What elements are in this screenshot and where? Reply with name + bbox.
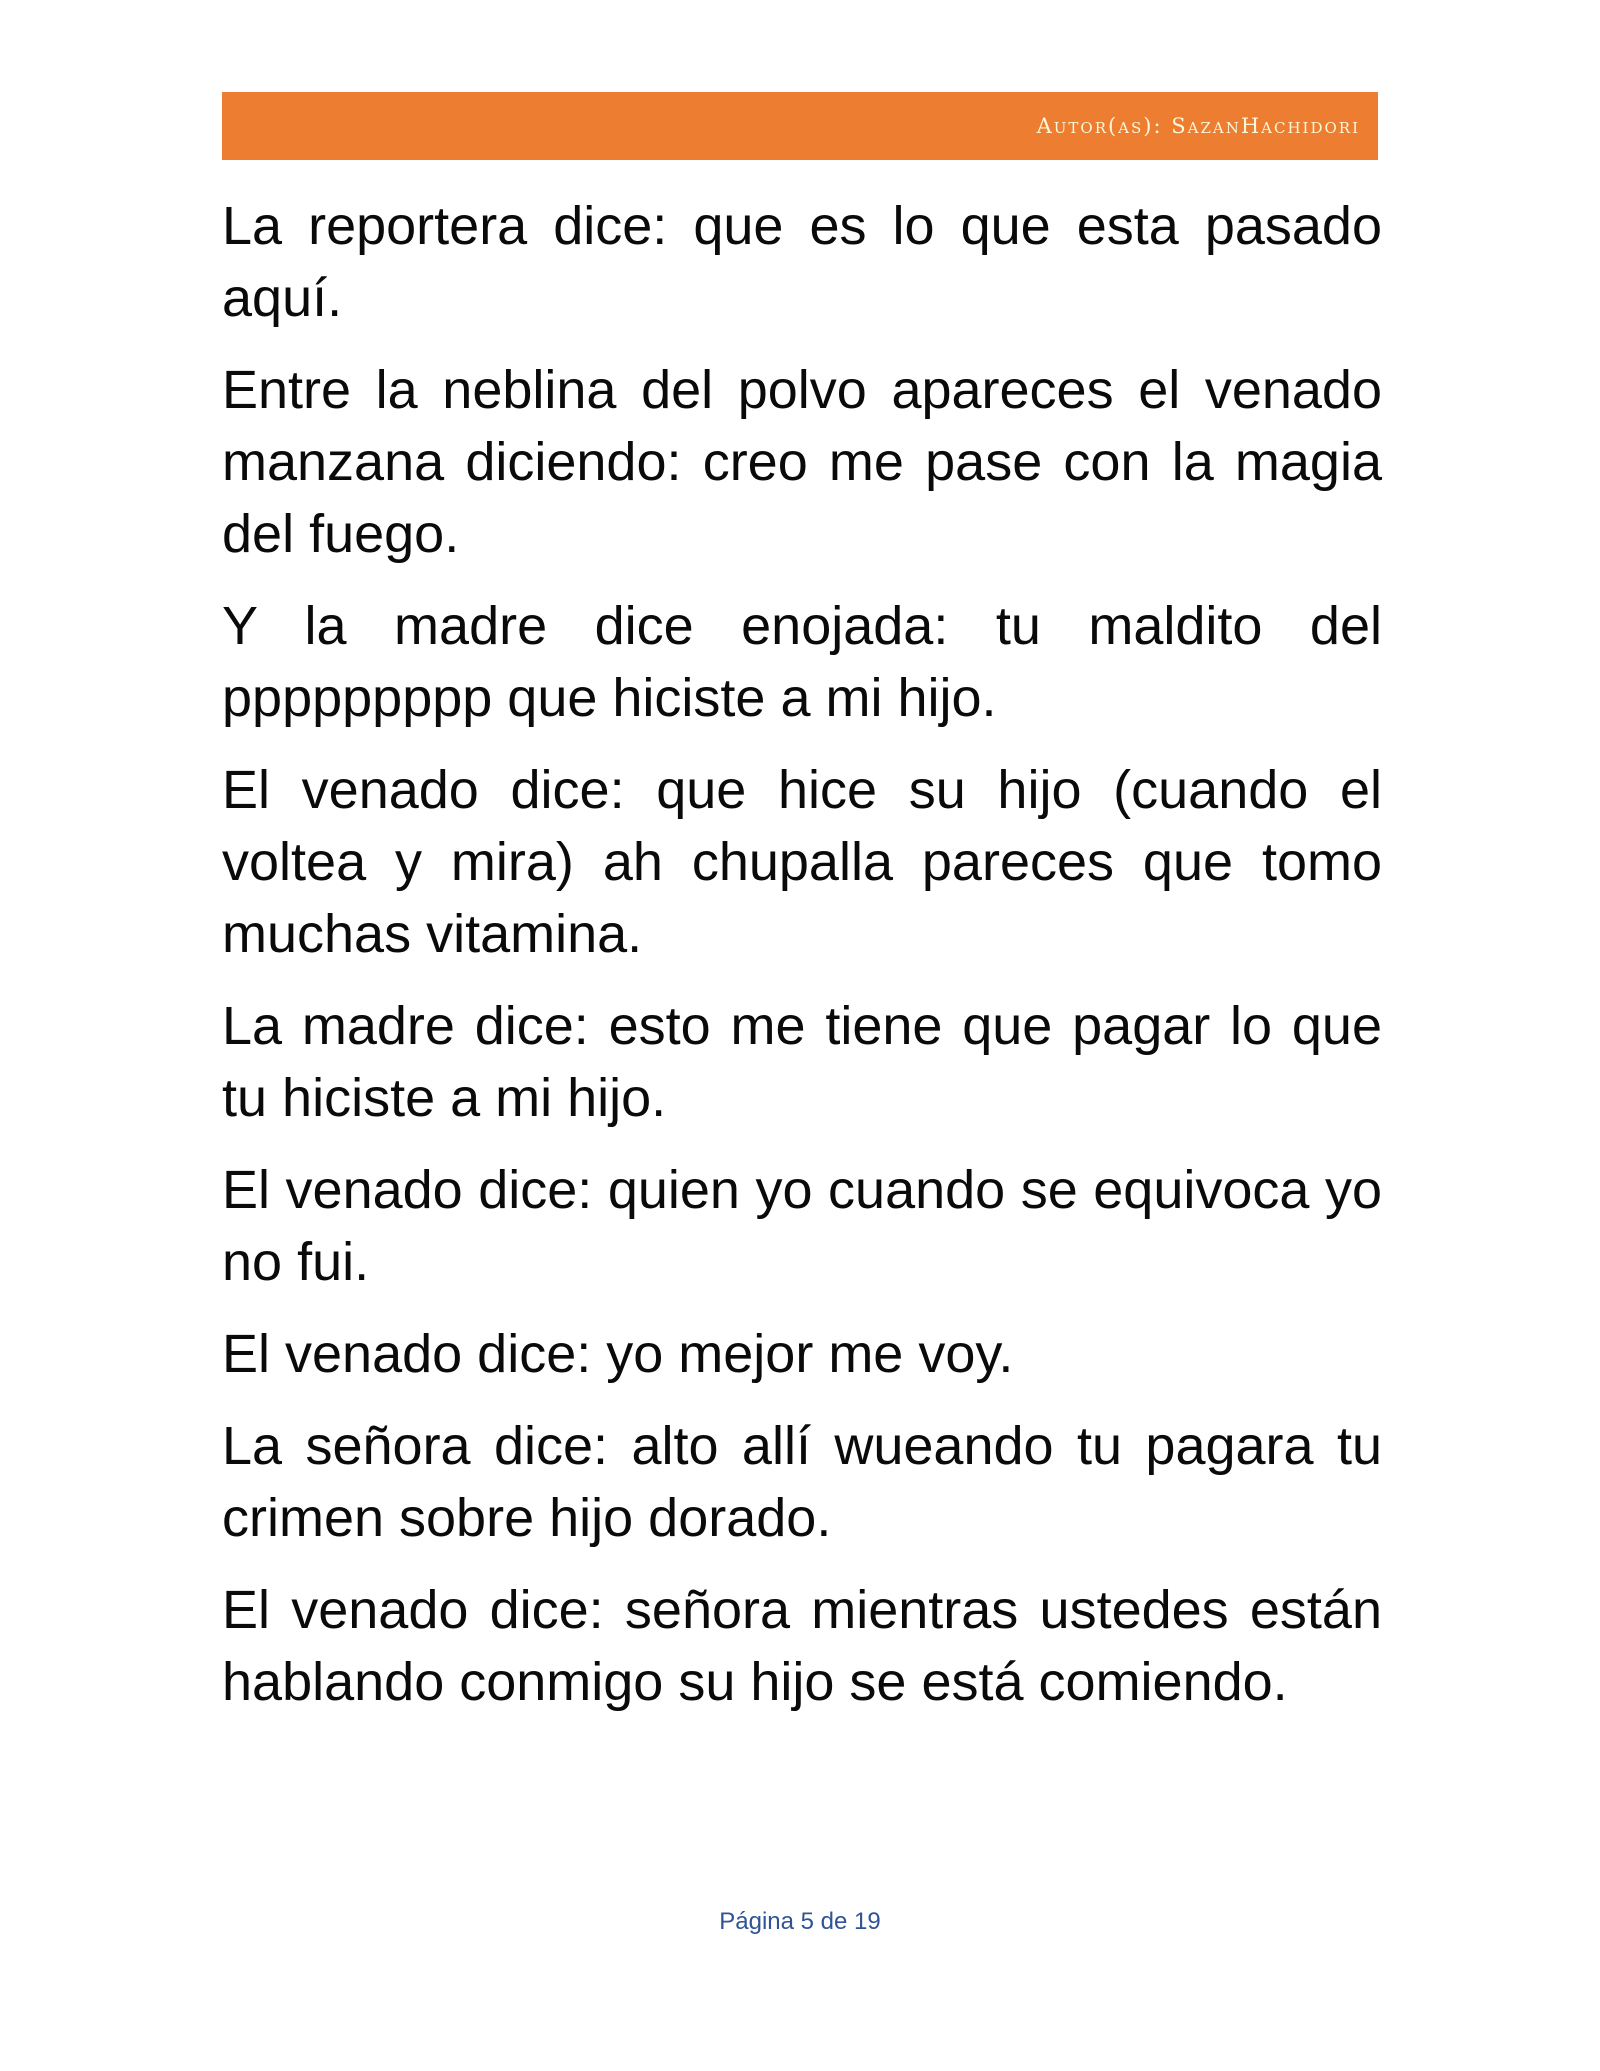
paragraph: La señora dice: alto allí wueando tu pagara tu crimen sobre hijo dorado. xyxy=(222,1416,1382,1548)
paragraph: El venado dice: señora mientras ustedes están hablando conmigo su hijo se está comiendo. xyxy=(222,1580,1382,1712)
document-body xyxy=(222,190,1382,1738)
paragraph: El venado dice: que hice su hijo (cuando el voltea y mira) ah chupalla pareces que tomo muchas vitamina. xyxy=(222,760,1382,964)
paragraph: El venado dice: yo mejor me voy. xyxy=(222,1324,1014,1384)
author-header: Autor(as): SazanHachidori xyxy=(1036,113,1360,138)
paragraph: Entre la neblina del polvo apareces el venado manzana diciendo: creo me pase con la magia del fuego. xyxy=(222,360,1382,564)
paragraph: Y la madre dice enojada: tu maldito del ppppppppp que hiciste a mi hijo. xyxy=(222,596,1382,728)
paragraph: La madre dice: esto me tiene que pagar lo que tu hiciste a mi hijo. xyxy=(222,996,1382,1128)
page-number: Página 5 de 19 xyxy=(719,1908,881,1935)
header-bar xyxy=(222,92,1378,160)
paragraph: El venado dice: quien yo cuando se equivoca yo no fui. xyxy=(222,1160,1382,1292)
paragraph: La reportera dice: que es lo que esta pasado aquí. xyxy=(222,196,1382,328)
